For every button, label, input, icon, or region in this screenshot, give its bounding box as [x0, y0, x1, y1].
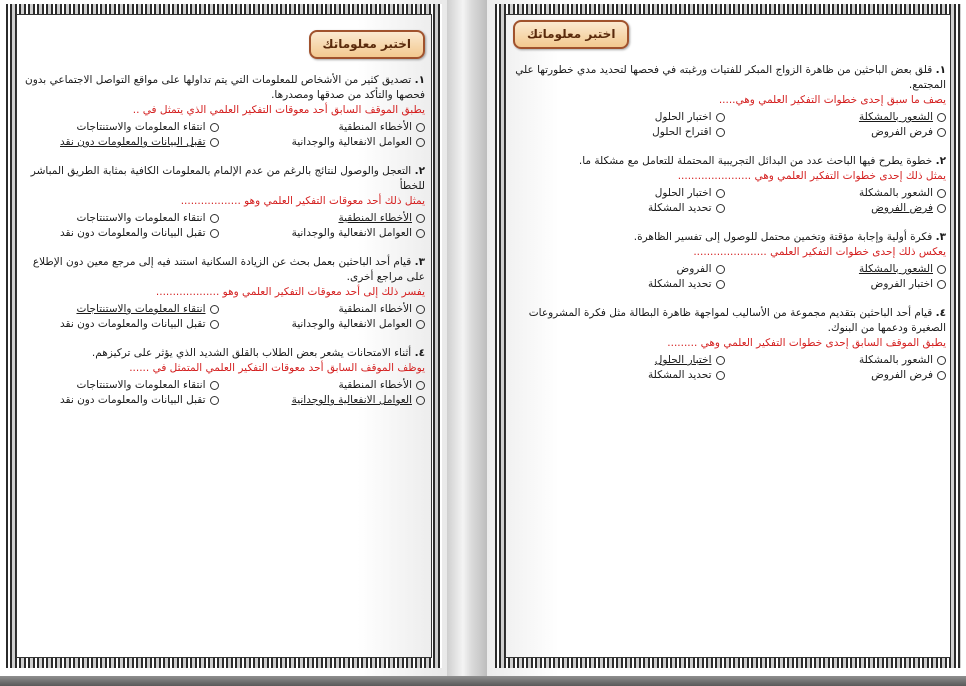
answer-option[interactable]	[513, 125, 725, 140]
options-grid	[22, 211, 425, 241]
answer-option[interactable]	[229, 120, 426, 135]
option-label: الشعور بالمشكلة	[858, 354, 933, 366]
radio-circle-icon[interactable]	[210, 214, 219, 223]
options-grid	[513, 353, 946, 383]
option-label: العوامل الانفعالية والوجدانية	[291, 394, 412, 406]
radio-circle-icon[interactable]	[937, 371, 946, 380]
question-instruction: يطبق الموقف السابق أحد معوقات التفكير العلمي الذي يتمثل في ..	[132, 104, 425, 116]
answer-option[interactable]	[735, 125, 947, 140]
radio-circle-icon[interactable]	[416, 214, 425, 223]
question-instruction: يعكس ذلك إحدى خطوات التفكير العلمي ......................	[693, 246, 946, 258]
question-text: قيام أحد الباحثين بتقديم مجموعة من الأساليب لمواجهة ظاهرة البطالة مثل فكرة المشروعات الصغيرة ودعمها من البنوك.	[528, 307, 946, 334]
left-page-content	[22, 30, 425, 422]
answer-option[interactable]	[22, 211, 219, 226]
options-grid	[22, 120, 425, 150]
radio-circle-icon[interactable]	[716, 356, 725, 365]
section-title: اختبر معلوماتك	[309, 30, 425, 59]
option-label: اختبار الحلول	[654, 111, 712, 123]
radio-circle-icon[interactable]	[716, 265, 725, 274]
option-label: الشعور بالمشكلة	[858, 111, 933, 123]
option-label: العوامل الانفعالية والوجدانية	[291, 318, 412, 330]
radio-circle-icon[interactable]	[937, 356, 946, 365]
option-label: فرض الفروض	[871, 369, 933, 381]
answer-option[interactable]	[22, 120, 219, 135]
radio-circle-icon[interactable]	[937, 189, 946, 198]
question-instruction: يفسر ذلك إلى أحد معوقات التفكير العلمي وهو ...................	[155, 286, 425, 298]
radio-circle-icon[interactable]	[716, 280, 725, 289]
option-label: الأخطاء المنطقية	[338, 303, 412, 315]
question-number: ٣.	[414, 256, 425, 268]
question-instruction: يصف ما سبق إحدى خطوات التفكير العلمي وهي.....	[718, 94, 946, 106]
question-item	[22, 346, 425, 408]
answer-option[interactable]	[513, 368, 725, 383]
radio-circle-icon[interactable]	[716, 204, 725, 213]
question-number: ٢.	[935, 155, 946, 167]
answer-option[interactable]	[513, 201, 725, 216]
option-label: اختبار الحلول	[654, 354, 712, 366]
question-item	[22, 164, 425, 241]
option-label: تقبل البيانات والمعلومات دون نقد	[60, 136, 206, 148]
answer-option[interactable]	[735, 353, 947, 368]
radio-circle-icon[interactable]	[210, 396, 219, 405]
question-text: قلق بعض الباحثين من ظاهرة الزواج المبكر للفتيات ورغبته في فحصها لتحديد مدي خطورتها علي المجتمع.	[515, 64, 946, 91]
option-label: تقبل البيانات والمعلومات دون نقد	[60, 394, 206, 406]
radio-circle-icon[interactable]	[416, 229, 425, 238]
question-number: ١.	[935, 64, 946, 76]
radio-circle-icon[interactable]	[937, 204, 946, 213]
radio-circle-icon[interactable]	[210, 138, 219, 147]
option-label: تقبل البيانات والمعلومات دون نقد	[60, 318, 206, 330]
radio-circle-icon[interactable]	[210, 320, 219, 329]
option-label: انتقاء المعلومات والاستنتاجات	[76, 121, 206, 133]
radio-circle-icon[interactable]	[716, 113, 725, 122]
option-label: تحديد المشكلة	[648, 278, 712, 290]
option-label: انتقاء المعلومات والاستنتاجات	[76, 303, 206, 315]
radio-circle-icon[interactable]	[416, 305, 425, 314]
option-label: اقتراح الحلول	[652, 126, 712, 138]
answer-option[interactable]	[735, 201, 947, 216]
option-label: اختبار الفروض	[870, 278, 933, 290]
radio-circle-icon[interactable]	[416, 381, 425, 390]
option-label: تقبل البيانات والمعلومات دون نقد	[60, 227, 206, 239]
option-label: الأخطاء المنطقية	[338, 121, 412, 133]
left-page	[0, 0, 447, 676]
right-page	[487, 0, 966, 676]
option-label: فرض الفروض	[871, 202, 933, 214]
answer-option[interactable]	[229, 135, 426, 150]
right-page-content	[513, 20, 946, 397]
options-grid	[513, 262, 946, 292]
question-item	[22, 255, 425, 332]
radio-circle-icon[interactable]	[416, 123, 425, 132]
answer-option[interactable]	[22, 226, 219, 241]
radio-circle-icon[interactable]	[716, 371, 725, 380]
answer-option[interactable]	[513, 353, 725, 368]
question-item	[513, 306, 946, 383]
viewer-bottom-bar	[0, 676, 966, 686]
option-label: العوامل الانفعالية والوجدانية	[291, 136, 412, 148]
options-grid	[22, 302, 425, 332]
question-item	[22, 73, 425, 150]
option-label: الشعور بالمشكلة	[858, 263, 933, 275]
radio-circle-icon[interactable]	[937, 128, 946, 137]
radio-circle-icon[interactable]	[937, 113, 946, 122]
answer-option[interactable]	[735, 368, 947, 383]
radio-circle-icon[interactable]	[210, 123, 219, 132]
options-grid	[513, 110, 946, 140]
answer-option[interactable]	[229, 378, 426, 393]
section-title: اختبر معلوماتك	[513, 20, 629, 49]
radio-circle-icon[interactable]	[416, 320, 425, 329]
question-number: ٤.	[935, 307, 946, 319]
question-text: أثناء الامتحانات يشعر بعض الطلاب بالقلق الشديد الذي يؤثر على تركيزهم.	[91, 347, 412, 359]
answer-option[interactable]	[229, 226, 426, 241]
radio-circle-icon[interactable]	[210, 305, 219, 314]
question-instruction: يوظف الموقف السابق أحد معوقات التفكير العلمي المتمثل في ......	[129, 362, 425, 374]
option-label: انتقاء المعلومات والاستنتاجات	[76, 379, 206, 391]
question-text: تصديق كثير من الأشخاص للمعلومات التي يتم تداولها على مواقع التواصل الاجتماعي بدون فحصها والتأكد من صدقها ومصدرها.	[25, 74, 425, 101]
radio-circle-icon[interactable]	[937, 265, 946, 274]
answer-option[interactable]	[229, 317, 426, 332]
question-number: ٣.	[935, 231, 946, 243]
option-label: الشعور بالمشكلة	[858, 187, 933, 199]
answer-option[interactable]	[513, 186, 725, 201]
question-text: خطوة يطرح فيها الباحث عدد من البدائل التجريبية المحتملة للتعامل مع مشكلة ما.	[578, 155, 933, 167]
option-label: فرض الفروض	[871, 126, 933, 138]
radio-circle-icon[interactable]	[716, 189, 725, 198]
option-label: الأخطاء المنطقية	[338, 379, 412, 391]
question-instruction: يمثل ذلك أحد معوقات التفكير العلمي وهو ..................	[180, 195, 425, 207]
answer-option[interactable]	[229, 302, 426, 317]
answer-option[interactable]	[229, 393, 426, 408]
answer-option[interactable]	[513, 277, 725, 292]
answer-option[interactable]	[735, 277, 947, 292]
answer-option[interactable]	[735, 186, 947, 201]
answer-option[interactable]	[735, 262, 947, 277]
question-instruction: يمثل ذلك إحدى خطوات التفكير العلمي وهي ......................	[677, 170, 946, 182]
answer-option[interactable]	[22, 378, 219, 393]
option-label: العوامل الانفعالية والوجدانية	[291, 227, 412, 239]
question-number: ٢.	[414, 165, 425, 177]
answer-option[interactable]	[513, 262, 725, 277]
option-label: الأخطاء المنطقية	[338, 212, 412, 224]
option-label: اختبار الحلول	[654, 187, 712, 199]
radio-circle-icon[interactable]	[210, 381, 219, 390]
option-label: انتقاء المعلومات والاستنتاجات	[76, 212, 206, 224]
answer-option[interactable]	[22, 317, 219, 332]
answer-option[interactable]	[513, 110, 725, 125]
radio-circle-icon[interactable]	[416, 396, 425, 405]
question-text: التعجل والوصول لنتائج بالرغم من عدم الإلمام بالمعلومات الكافية بمثابة الطريق المباشر للخطأ	[30, 165, 425, 192]
question-instruction: يطبق الموقف السابق إحدى خطوات التفكير العلمي وهي .........	[667, 337, 946, 349]
question-item	[513, 230, 946, 292]
option-label: تحديد المشكلة	[648, 202, 712, 214]
book-gutter	[447, 0, 487, 676]
answer-option[interactable]	[22, 302, 219, 317]
radio-circle-icon[interactable]	[210, 229, 219, 238]
radio-circle-icon[interactable]	[716, 128, 725, 137]
radio-circle-icon[interactable]	[937, 280, 946, 289]
answer-option[interactable]	[229, 211, 426, 226]
question-item	[513, 154, 946, 216]
question-number: ١.	[414, 74, 425, 86]
option-label: الفروض	[676, 263, 712, 275]
options-grid	[513, 186, 946, 216]
question-text: قيام أحد الباحثين بعمل بحث عن الزيادة السكانية استند فيه إلى مرجع معين دون الإطلاع على مراجع أخرى.	[32, 256, 425, 283]
options-grid	[22, 378, 425, 408]
question-number: ٤.	[414, 347, 425, 359]
answer-option[interactable]	[735, 110, 947, 125]
radio-circle-icon[interactable]	[416, 138, 425, 147]
question-item	[513, 63, 946, 140]
answer-option[interactable]	[22, 393, 219, 408]
answer-option[interactable]	[22, 135, 219, 150]
option-label: تحديد المشكلة	[648, 369, 712, 381]
question-text: فكرة أولية وإجابة مؤقتة وتخمين محتمل للوصول إلى تفسير الظاهرة.	[633, 231, 933, 243]
